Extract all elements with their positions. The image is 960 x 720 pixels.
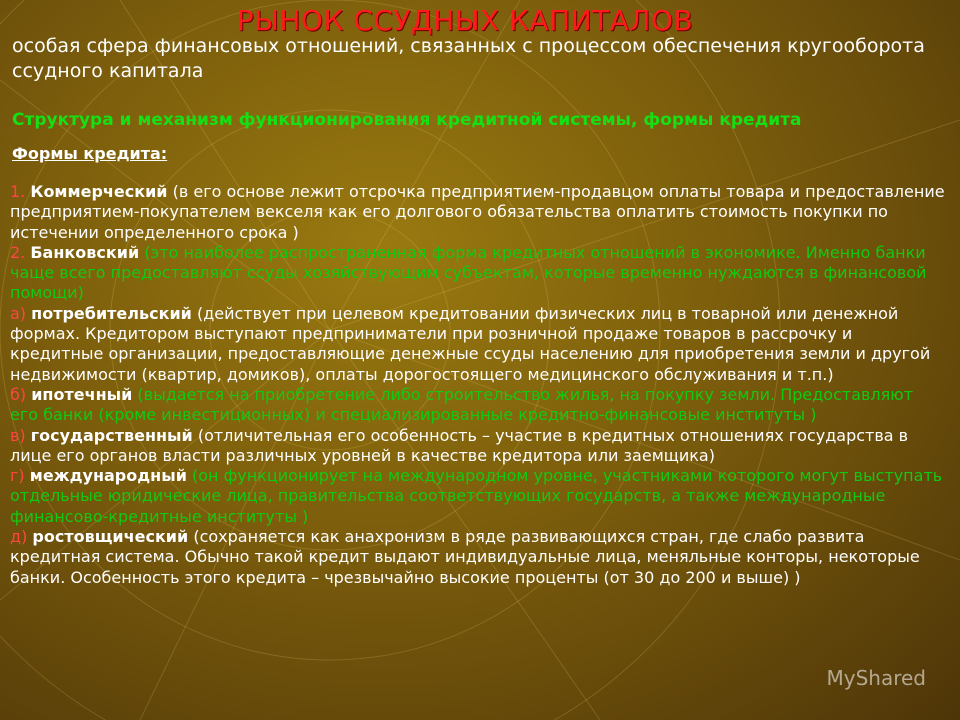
list-item [10,466,945,527]
item-description: (выдается на приобретение либо строительство жилья, на покупку земли. Предоставляют его банки (кроме инвестиционных) и специализированные кредитно-финансовые институты ) [10,384,914,425]
list-item [10,385,945,426]
item-marker: в) [10,425,26,445]
item-name: Коммерческий [30,182,168,201]
item-name: потребительский [31,303,192,323]
list-item [10,182,945,243]
item-description: (сохраняется как анахронизм в ряде развивающихся стран, где слабо развита кредитная система. Обычно такой кредит выдают индивидуальные лица, меняльные конторы, некоторые банки. Особенность этого кредита – чрезвычайно высокие проценты (от 30 до 200 и выше) ) [10,527,920,587]
definition-text: особая сфера финансовых отношений, связанных с процессом обеспечения кругооборота ссудного капитала [12,35,925,82]
watermark-logo: MyShared [826,666,926,690]
list-item [10,527,945,588]
item-marker: б) [10,384,27,404]
item-description: (отличительная его особенность – участие в кредитных отношениях государства в лице его органов власти различных уровней в качестве кредитора или заемщика) [10,425,909,465]
item-marker: а) [10,303,27,323]
slide-title: РЫНОК ССУДНЫХ КАПИТАЛОВ [236,4,694,37]
list-item [10,426,945,467]
item-description: (в его основе лежит отсрочка предприятием-продавцом оплаты товара и предоставление предприятием-покупателем векселя как его долгового обязательства оплатить стоимость покупки по истечении определенного срока ) [10,182,945,242]
item-name: ипотечный [31,384,133,404]
item-marker: 2. [10,242,26,262]
list-item [10,304,945,385]
list-item [10,243,945,304]
item-description: (это наиболее распространенная форма кредитных отношений в экономике. Именно банки чаще всего предоставляют ссуды хозяйствующим субъектам, которые временно нуждаются в финансовой помощи) [10,242,927,303]
item-marker: г) [10,466,25,486]
item-name: государственный [30,425,193,445]
item-name: Банковский [30,242,140,262]
item-marker: д) [10,527,28,547]
item-name: международный [29,466,187,486]
forms-label: Формы кредита: [12,144,168,163]
item-marker: 1. [10,182,26,201]
item-name: ростовщический [32,527,189,547]
item-description: (действует при целевом кредитовании физических лиц в товарной или денежной формах. Кредитором выступают предприниматели при розничной продаже товаров в рассрочку и кредитные организации, предоставляющие денежные ссуды населению для приобретения земли и другой недвижимости (квартир, домиков), оплаты дорогостоящего медицинского обслуживания и т.п.) [10,303,931,384]
item-description: (он функционирует на международном уровне, участниками которого могут выступать отдельные юридические лица, правительства соответствующих государств, а также международные финансово-кредитные институты ) [10,466,943,526]
credit-forms-list [10,182,945,588]
section-heading: Структура и механизм функционирования кредитной системы, формы кредита [12,110,802,130]
